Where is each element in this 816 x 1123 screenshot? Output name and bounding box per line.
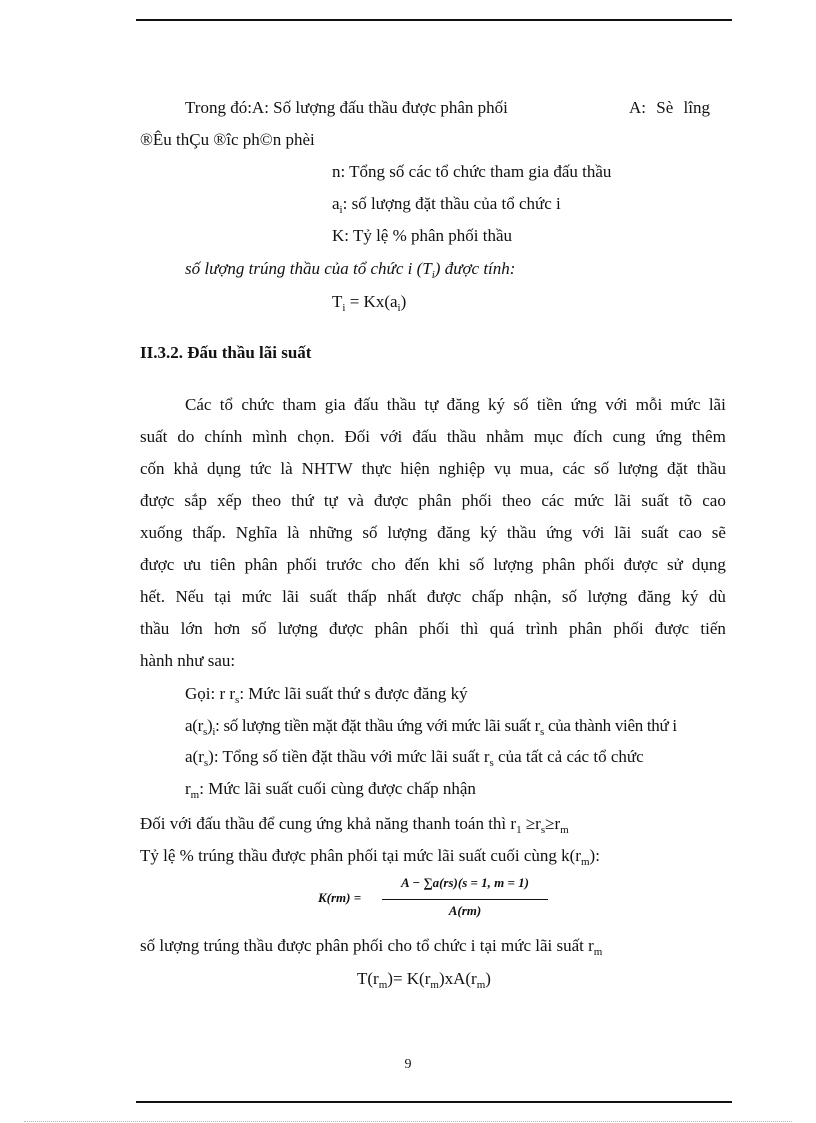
word: suất [641,491,669,510]
word: tõ [678,491,693,510]
word: tiến [700,619,726,638]
word: được [426,587,462,606]
word: phối [613,619,644,638]
word: sử [666,555,683,574]
word: nhận, [514,587,552,606]
word: dụng [207,459,241,478]
word: phối [286,555,317,574]
word: khả [173,459,199,478]
variable-ars: $a(r_s)$: Tổng số tiền đặt thầu với mức lãi suất $r_s$ của tất cả các tổ chức [185,747,644,769]
word: Nếu [175,587,204,606]
word: mức [670,395,701,414]
word: các [562,459,586,478]
word: tổ [219,395,233,414]
word: thầu [696,459,726,478]
word: đăng [446,395,480,414]
word: dù [708,587,726,606]
word: tức [249,459,272,478]
definition-a: Trong đó:A: Số lượng đấu thầu được phân phối [185,98,508,117]
word: lãi [282,587,300,606]
paragraph-line [140,490,726,512]
word: suất [641,523,669,542]
header-rule [136,19,732,21]
word: dụng [691,555,726,574]
word: với [582,523,605,542]
page-edge [24,1121,792,1122]
word: lớn [180,619,203,638]
word: ký [681,587,699,606]
k-rm-formula [318,875,550,923]
variable-rs: Gọi: r $r_s$: Mức lãi suất thứ s được đăng ký [185,684,468,706]
word: lượng [587,587,628,606]
word: với [605,395,628,414]
word: phối [584,555,615,574]
word: lãi [614,523,632,542]
paragraph-line [140,458,726,480]
formula-numerator: A − ∑a(rs)(s = 1, m = 1) [400,875,530,890]
word: đăng [437,523,471,542]
word: chấp [471,587,504,606]
word: lãi [614,491,632,510]
word: lượng [277,619,318,638]
word: xuống [140,523,183,542]
word: đăng [637,587,671,606]
word: phân [542,555,576,574]
formula-lhs: K(rm) = [318,890,362,905]
paragraph-line [140,618,726,640]
word: chức [241,395,275,414]
word: gia [324,395,346,414]
word: phân [418,491,452,510]
word: với [380,427,403,446]
ti-formula: $T_i = Kx(a_i)$ [332,292,407,314]
word: các [541,491,564,510]
word: lượng [618,459,659,478]
word: ký [488,395,506,414]
word: phân [244,555,278,574]
word: thứ [291,491,314,510]
word: phân [374,619,408,638]
allocation-formula: $T(r_m)= K(r_m)xA(r_m)$ [357,969,491,991]
word: cốn [140,459,165,478]
word: hết. [140,587,166,606]
word: suất [140,427,168,446]
footer-rule [136,1101,732,1103]
word: mỗi [635,395,663,414]
word: Các [185,395,212,414]
rate-line: Tỷ lệ % trúng thầu được phân phối tại mức lãi suất cuối cùng $k(r_m)$: [140,846,600,868]
word: nhằm [486,427,524,446]
word: ký [480,523,498,542]
word: phối [418,619,450,638]
word: số [251,619,267,638]
word: tham [282,395,317,414]
word: ứng [655,427,682,446]
word: phối [461,491,492,510]
word: thầu [140,619,170,638]
word: tự [323,491,338,510]
word: hiện [400,459,430,478]
paragraph-line [140,586,726,608]
word: cao [678,523,702,542]
word: được [140,491,175,510]
word: mục [533,427,564,446]
variable-rm: $r_m$: Mức lãi suất cuối cùng được chấp nhận [185,779,476,801]
word: khi [438,555,461,574]
word: cho [371,555,396,574]
word: lãi [708,395,726,414]
word: mức [241,587,272,606]
definition-k: K: Tỷ lệ % phân phối thầu [332,226,513,245]
ti-intro: số lượng trúng thầu của tổ chức i $(T_i)$ được tính: [185,259,516,281]
fraction-bar [382,899,548,900]
word: tại [214,587,232,606]
word: thấp [347,587,377,606]
word: là [280,459,293,478]
variable-ars-i: $a(r_s)_i$: số lượng tiền mặt đặt thầu ứng với mức lãi suất $r_s$ của thành viên thứ i [185,716,677,738]
word: mình [252,427,288,446]
word: và [347,491,364,510]
word: phân [568,619,603,638]
paragraph-last-line: hành như sau: [140,651,236,670]
paragraph-line [140,522,726,544]
word: theo [251,491,282,510]
word: đặt [666,459,688,478]
word: đấu [353,395,379,414]
word: suất [309,587,337,606]
garbled-text-right: A: Sè lîng [629,98,710,117]
word: được [654,619,690,638]
section-heading: II.3.2. Đấu thầu lãi suất [140,343,312,362]
word: NHTW [301,459,353,478]
word: số [469,555,485,574]
word: trình [525,619,558,638]
word: vụ [493,459,511,478]
word: mức [574,491,605,510]
word: thấp. [192,523,226,542]
word: được [329,619,364,638]
word: sẽ [711,523,726,542]
word: lượng [493,555,534,574]
word: được [374,491,409,510]
allocation-intro: số lượng trúng thầu được phân phối cho tổ chức i tại mức lãi suất $r_m$ [140,936,603,958]
condition-line: Đối với đấu thầu để cung ứng khả năng thanh toán thì $r_1 \ge r_s\ge r_m$ [140,814,569,836]
word: số [513,395,529,414]
word: cung [612,427,646,446]
word: sắp [184,491,208,510]
word: do [177,427,195,446]
word: nhất [387,587,417,606]
word: xếp [217,491,242,510]
word: Nghĩa [235,523,278,542]
word: chọn. [297,427,335,446]
word: nghiệp [438,459,486,478]
word: chính [204,427,243,446]
paragraph-line [140,554,726,576]
word: tự [424,395,439,414]
word: đích [573,427,603,446]
word: thầu [506,523,537,542]
formula-denominator: A(rm) [448,903,482,918]
definition-ai: $a_i$: số lượng đặt thầu của tổ chức i [332,194,561,216]
word: thêm [691,427,726,446]
word: ưu [183,555,202,574]
word: quá [489,619,515,638]
word: là [287,523,300,542]
paragraph-line [185,394,726,416]
word: số [594,459,610,478]
word: Đối [344,427,370,446]
word: theo [501,491,532,510]
word: mua, [519,459,554,478]
word: tiền [536,395,563,414]
definition-n: n: Tổng số các tổ chức tham gia đấu thầu [332,162,612,181]
garbled-text-line: ®Êu thÇu ®îc ph©n phèi [140,130,315,149]
word: trước [325,555,363,574]
word: lượng [387,523,428,542]
word: được [623,555,658,574]
word: được [140,555,175,574]
word: đến [404,555,430,574]
word: số [362,523,378,542]
word: những [309,523,353,542]
word: thực [361,459,392,478]
paragraph-line [140,426,726,448]
page-number: 9 [404,1057,412,1072]
word: thì [460,619,479,638]
word: cao [702,491,726,510]
word: đấu [412,427,437,446]
word: thầu [446,427,477,446]
word: số [561,587,578,606]
word: ứng [570,395,597,414]
word: thầu [386,395,417,414]
word: tiên [210,555,236,574]
word: hơn [214,619,241,638]
word: ứng [546,523,573,542]
